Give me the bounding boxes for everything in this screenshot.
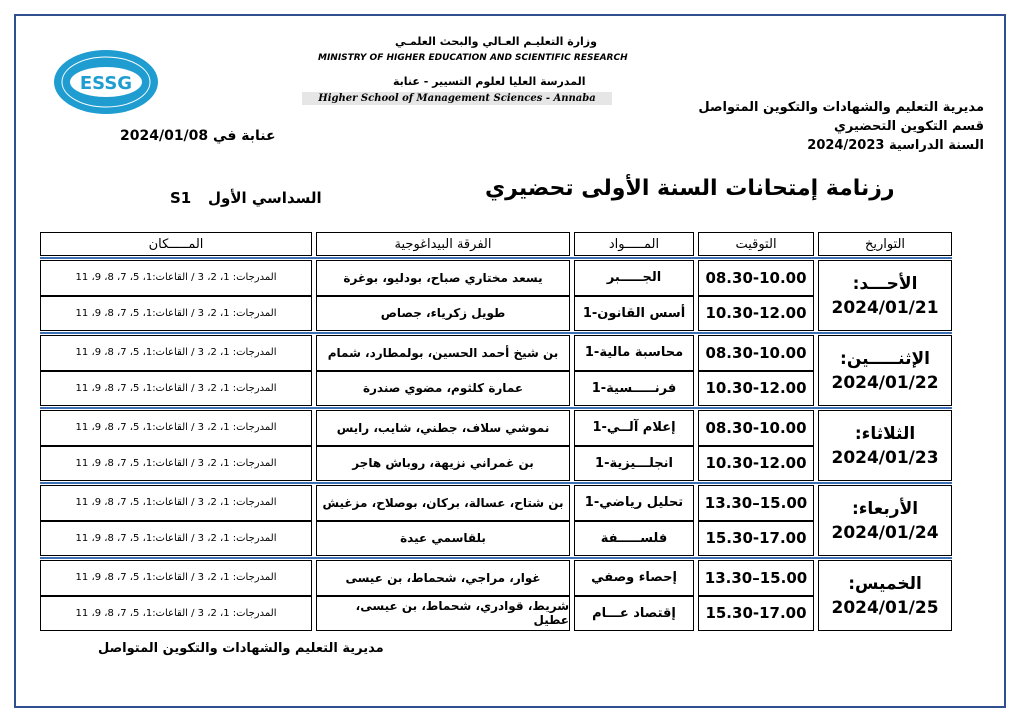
session-location: المدرجات: 1، 2، 3 / القاعات:1، 5، 7، 8، 9، 11 bbox=[40, 335, 312, 371]
session-location: المدرجات: 1، 2، 3 / القاعات:1، 5، 7، 8، 9، 11 bbox=[40, 260, 312, 296]
session-time: 08.30-10.00 bbox=[698, 410, 814, 446]
session-time: 10.30-12.00 bbox=[698, 446, 814, 482]
session-time: 13.30–15.00 bbox=[698, 485, 814, 521]
school-english: Higher School of Management Sciences - Annaba bbox=[302, 92, 612, 105]
ministry-arabic: وزارة التعليـم العـالي والبحث العلمـي bbox=[395, 35, 597, 48]
session-group: بن غمراني نزيهة، روباش هاجر bbox=[316, 446, 570, 482]
session-location: المدرجات: 1، 2، 3 / القاعات:1، 5، 7، 8، 9، 11 bbox=[40, 446, 312, 482]
session-subject: فلســـــفة bbox=[574, 521, 694, 557]
session-subject: فرنـــــسية-1 bbox=[574, 371, 694, 407]
day-name: الثلاثاء: bbox=[854, 423, 916, 444]
session-time: 10.30-12.00 bbox=[698, 371, 814, 407]
session-location: المدرجات: 1، 2، 3 / القاعات:1، 5، 7، 8، 9، 11 bbox=[40, 560, 312, 596]
session-group: بن شتاح، عسالة، بركان، بوصلاح، مزغيش bbox=[316, 485, 570, 521]
session-subject: الجـــــبر bbox=[574, 260, 694, 296]
day-cell bbox=[818, 560, 952, 631]
school-logo bbox=[52, 48, 160, 116]
day-cell bbox=[818, 260, 952, 331]
session-subject: انجلـــيزية-1 bbox=[574, 446, 694, 482]
session-subject: إعلام آلــي-1 bbox=[574, 410, 694, 446]
logo-text: ESSG bbox=[79, 73, 133, 94]
session-time: 08.30-10.00 bbox=[698, 260, 814, 296]
session-time: 10.30-12.00 bbox=[698, 296, 814, 332]
day-date: 2024/01/22 bbox=[831, 372, 939, 393]
day-date: 2024/01/24 bbox=[831, 522, 939, 543]
header-group: الفرقة البيداغوجية bbox=[316, 232, 570, 256]
directorate: مديرية التعليم والشهادات والتكوين المتواصل bbox=[698, 100, 984, 115]
day-date: 2024/01/23 bbox=[831, 447, 939, 468]
header-time: التوقيت bbox=[698, 232, 814, 256]
school-arabic: المدرسة العليا لعلوم التسيير - عنابة bbox=[393, 75, 586, 88]
session-group: غوار، مراجي، شحماط، بن عيسى bbox=[316, 560, 570, 596]
session-group: شريط، قوادري، شحماط، بن عيسى، عطيل bbox=[316, 596, 570, 632]
day-cell bbox=[818, 410, 952, 481]
department: قسم التكوين التحضيري bbox=[833, 119, 984, 134]
session-subject: إقتصاد عـــام bbox=[574, 596, 694, 632]
header-location: المـــــكان bbox=[40, 232, 312, 256]
session-location: المدرجات: 1، 2، 3 / القاعات:1، 5، 7، 8، 9، 11 bbox=[40, 521, 312, 557]
session-group: عمارة كلثوم، مضوي صندرة bbox=[316, 371, 570, 407]
session-location: المدرجات: 1، 2، 3 / القاعات:1، 5، 7، 8، 9، 11 bbox=[40, 296, 312, 332]
session-location: المدرجات: 1، 2، 3 / القاعات:1، 5، 7، 8، 9، 11 bbox=[40, 596, 312, 632]
day-name: الإثنـــــين: bbox=[840, 348, 930, 369]
day-cell bbox=[818, 335, 952, 406]
session-subject: إحصاء وصفي bbox=[574, 560, 694, 596]
day-separator bbox=[40, 557, 952, 559]
header-dates: التواريخ bbox=[818, 232, 952, 256]
header-subject: المـــــواد bbox=[574, 232, 694, 256]
footer-signature: مديرية التعليم والشهادات والتكوين المتواصل bbox=[98, 641, 384, 656]
ministry-english: MINISTRY OF HIGHER EDUCATION AND SCIENTIFIC RESEARCH bbox=[318, 53, 628, 63]
day-name: الأربعاء: bbox=[851, 498, 919, 519]
day-cell bbox=[818, 485, 952, 556]
day-name: الأحـــد: bbox=[852, 273, 918, 294]
place-date: عنابة في 2024/01/08 bbox=[120, 128, 276, 144]
session-group: طويل زكرياء، جصاص bbox=[316, 296, 570, 332]
day-separator bbox=[40, 482, 952, 484]
exam-schedule-table bbox=[40, 232, 952, 628]
day-name: الخميس: bbox=[848, 573, 922, 594]
semester-label: السداسي الأول bbox=[208, 189, 322, 207]
administration-block bbox=[698, 98, 984, 155]
day-date: 2024/01/21 bbox=[831, 297, 939, 318]
session-location: المدرجات: 1، 2، 3 / القاعات:1، 5، 7، 8، 9، 11 bbox=[40, 410, 312, 446]
day-separator bbox=[40, 407, 952, 409]
academic-year: السنة الدراسية 2024/2023 bbox=[807, 138, 984, 153]
session-group: بلقاسمي عيدة bbox=[316, 521, 570, 557]
session-time: 15.30-17.00 bbox=[698, 521, 814, 557]
session-group: بن شيخ أحمد الحسين، بولمطارد، شمام bbox=[316, 335, 570, 371]
day-separator bbox=[40, 332, 952, 334]
day-date: 2024/01/25 bbox=[831, 597, 939, 618]
semester-code: S1 bbox=[170, 189, 192, 207]
session-group: يسعد مختاري صباح، بودليو، بوغرة bbox=[316, 260, 570, 296]
session-time: 15.30-17.00 bbox=[698, 596, 814, 632]
session-time: 13.30–15.00 bbox=[698, 560, 814, 596]
session-location: المدرجات: 1، 2، 3 / القاعات:1، 5، 7، 8، 9، 11 bbox=[40, 371, 312, 407]
session-location: المدرجات: 1، 2، 3 / القاعات:1، 5، 7، 8، 9، 11 bbox=[40, 485, 312, 521]
day-separator bbox=[40, 257, 952, 259]
session-subject: تحليل رياضي-1 bbox=[574, 485, 694, 521]
session-subject: محاسبة مالية-1 bbox=[574, 335, 694, 371]
session-subject: أسس القانون-1 bbox=[574, 296, 694, 332]
session-group: نموشي سلاف، جطني، شايب، رايس bbox=[316, 410, 570, 446]
session-time: 08.30-10.00 bbox=[698, 335, 814, 371]
page-title: رزنامة إمتحانات السنة الأولى تحضيري bbox=[485, 176, 895, 201]
